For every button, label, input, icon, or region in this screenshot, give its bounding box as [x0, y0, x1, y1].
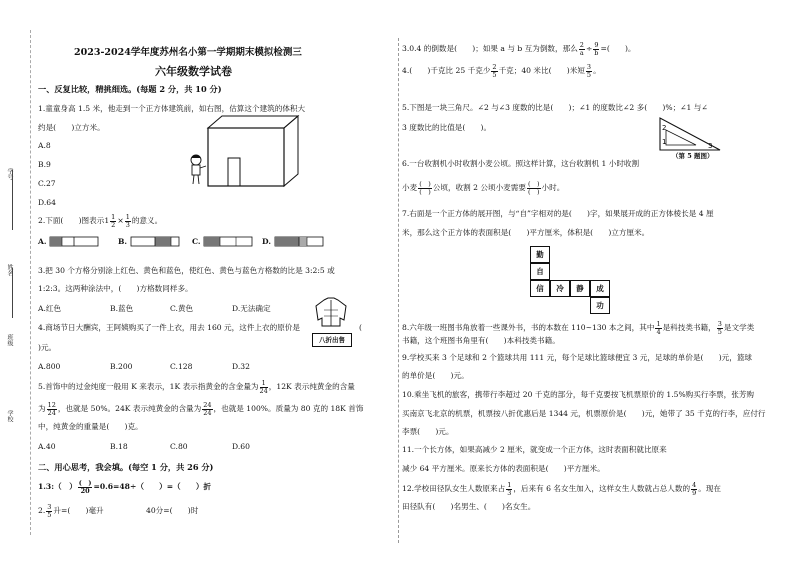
binding-label-class: 班级: [6, 334, 13, 346]
q5-option-a: A.40: [38, 442, 56, 451]
net-cell-qin: 勤: [530, 246, 550, 263]
s2-q3-fraction-2: [593, 42, 599, 56]
q5-f2-numerator: 12: [47, 401, 56, 409]
binding-label-student-id: 学号: [6, 168, 13, 180]
q2-frac2-denominator: 3: [125, 220, 130, 229]
cube-building-figure: [186, 112, 310, 188]
s2-q10-text-b: 买南京飞北京的机票，机票按八折优惠后是 1344 元，机票原价是( )元，她带了 35 千克的行李，应付行: [402, 409, 766, 418]
s2-q8-text-b: 书籍，这个班图书角里有( )本科技类书籍。: [402, 336, 560, 345]
q2-fraction: [110, 214, 116, 228]
s2-q6-text-b: [402, 181, 564, 195]
s2-q4-fraction-1: [491, 64, 497, 78]
q2-option-a-label: A.: [38, 237, 47, 246]
q4-text-a-end: (: [359, 323, 362, 332]
q5-f3-numerator: 24: [203, 401, 212, 409]
q2-option-c-label: C.: [192, 237, 201, 246]
q3-text-b: 1:2:3。这两种涂法中，( )方格数同样多。: [38, 284, 193, 293]
s2-q3-pre: 3.0.4 的倒数是( )；如果 a 与 b 互为倒数，那么: [402, 44, 578, 53]
q3-option-a: A.红色: [38, 304, 62, 313]
q5-text-b-pre: 为: [38, 404, 46, 413]
s2-q8-f1-denominator: 4: [656, 327, 661, 336]
q2-option-b-bar: [130, 236, 182, 248]
q1-option-b: B.9: [38, 160, 51, 169]
discount-tag: 八折出售: [312, 333, 352, 347]
s2-q2-f-denominator: 5: [47, 510, 52, 519]
q2-option-c-bar: [203, 236, 255, 248]
q3-option-d: D.无法确定: [232, 304, 271, 313]
q3-option-c: C.黄色: [170, 304, 194, 313]
s2-q3-f1-denominator: a: [579, 48, 584, 57]
section1-heading: 一、反复比较，精挑细选。(每题 2 分，共 10 分): [38, 84, 222, 94]
q5-f1-numerator: 1: [260, 380, 268, 388]
s2-q9-text-b: 的单价是( )元。: [402, 371, 469, 380]
q2-option-a: [38, 236, 101, 248]
s2-q3-fraction-1: [579, 42, 585, 56]
s2-q3-f1-numerator: 2: [579, 41, 584, 49]
section2-heading: 二、用心思考，我会填。(每空 1 分，共 26 分): [38, 462, 214, 472]
s2-q4-f2-denominator: 5: [586, 70, 592, 79]
s2-q3-f2-numerator: 9: [594, 41, 599, 49]
s2-q4-pre: 4.( )千克比 25 千克少: [402, 66, 491, 75]
binding-blank-1: [12, 170, 13, 230]
q2-frac2-numerator: 1: [125, 213, 130, 221]
q5-text-b-mid: ，也就是 50%。24K 表示纯黄金的含量为: [57, 404, 202, 413]
q2-frac-denominator: 2: [111, 220, 116, 229]
q4-option-c: C.128: [170, 362, 193, 371]
q2-option-d-label: D.: [262, 237, 271, 246]
q1-text-b: 约是( )立方米。: [38, 123, 105, 132]
q2-fraction-2: [125, 214, 131, 228]
s2-q12-f2-numerator: 4: [692, 481, 697, 489]
s2-q12-f1-denominator: 3: [507, 488, 512, 497]
s2-q8-fraction-2: [717, 321, 723, 335]
s2-q8-f2-numerator: 3: [717, 320, 722, 328]
q3-text-a: 3.把 30 个方格分别涂上红色、黄色和蓝色，使红色、黄色与蓝色方格数的比是 3:2:5 或: [38, 266, 335, 275]
s2-q4-f1-denominator: 5: [492, 70, 497, 79]
s2-q3-post: =( )。: [600, 44, 636, 53]
s2-q6-pre: 小麦: [402, 183, 418, 192]
s2-q12-mid: ，后来有 6 名女生加入，这样女生人数就占总人数的: [513, 484, 691, 493]
s2-q2-text-left: [38, 504, 104, 518]
s2-q3-mid: ÷: [585, 44, 593, 53]
q1-option-c: C.27: [38, 179, 56, 188]
q5-option-c: C.80: [170, 442, 188, 451]
q5-f3-denominator: 24: [203, 408, 212, 417]
q5-fraction-2: [47, 402, 57, 416]
q4-text-b: )元。: [38, 343, 57, 352]
s2-q12-fraction-1: [506, 482, 512, 496]
s2-q1-post: =0.6=48÷（ ）=（ ）折: [93, 482, 212, 491]
s2-q8-post: 是文学类: [723, 323, 755, 332]
angle-label-1: 1: [662, 138, 667, 146]
s2-q12-text-b: 田径队有( )名男生、( )名女生。: [402, 502, 536, 511]
paper-title: 六年级数学试卷: [155, 65, 232, 78]
q5-text-c: 中，纯黄金的重量是( )克。: [38, 422, 143, 431]
q5-text-a-pre: 5.首饰中的过金纯度一般用 K 来表示，1K 表示指黄金的含金量为: [38, 382, 259, 391]
s2-q4-text: [402, 64, 601, 78]
q2-text-post: 的意义。: [131, 216, 163, 225]
s2-q6-fraction-blank-2: [527, 181, 541, 195]
q4-option-a: A.800: [38, 362, 61, 371]
s2-q1-f-denominator: 20: [80, 486, 90, 495]
binding-blank-2: [12, 268, 13, 318]
s2-q4-f2-numerator: 3: [586, 63, 592, 71]
q2-option-c: [192, 236, 255, 248]
s2-q12-pre: 12.学校田径队女生人数原来占: [402, 484, 506, 493]
s2-q8-f1-numerator: 1: [656, 320, 661, 328]
binding-label-school: 学校: [6, 410, 13, 422]
q2-text: [38, 214, 162, 228]
s2-q8-fraction-1: [655, 321, 661, 335]
s2-q2-mid: 升=( )毫升: [53, 506, 104, 515]
s2-q5-text-b: 3 度数比的比值是( )。: [402, 123, 492, 132]
s2-q8-text-a: [402, 321, 754, 335]
jacket-figure: [312, 296, 350, 332]
s2-q4-mid: 千克；40 米比( )米短: [498, 66, 585, 75]
s2-q11-text-b: 减少 64 平方厘米。原来长方体的表面积是( )平方厘米。: [402, 464, 605, 473]
s2-q6-post: 小时。: [541, 183, 565, 192]
q2-option-a-bar: [49, 236, 101, 248]
q1-text-a: 1.童童身高 1.5 米，他走到一个正方体建筑前，如右图，估算这个建筑的体积大: [38, 104, 306, 113]
s2-q6-blank-numerator: ( ): [419, 180, 431, 188]
s2-q6-blank2-denominator: ( ): [527, 187, 540, 196]
net-cell-leng: 冷: [550, 280, 570, 297]
q2-option-b-label: B.: [118, 237, 128, 246]
s2-q4-f1-numerator: 2: [492, 63, 497, 71]
s2-q10-text-c: 李票( )元。: [402, 427, 454, 436]
net-cell-xin: 信: [530, 280, 550, 297]
q4-option-d: D.32: [232, 362, 250, 371]
s2-q12-post: 。现在: [698, 484, 721, 493]
q5-f1-denominator: 24: [259, 386, 268, 395]
q5-text-b-post: ，也就是 100%。质量为 80 克的 18K 首饰: [213, 404, 364, 413]
s2-q11-text-a: 11.一个长方体，如果高减少 2 厘米，就变成一个正方体，这时表面积就比原来: [402, 445, 667, 454]
angle-label-3: 3: [708, 142, 713, 150]
binding-label-name: 姓名: [6, 264, 13, 276]
q2-times: ×: [117, 216, 124, 225]
binding-line: [30, 30, 31, 535]
q2-text-pre: 2.下面( )图表示: [38, 216, 105, 225]
s2-q12-f1-numerator: 1: [507, 481, 512, 489]
s2-q12-f2-denominator: 9: [692, 488, 697, 497]
s2-q6-blank-denominator: ( ): [419, 187, 431, 196]
s2-q3-f2-denominator: b: [594, 48, 599, 57]
s2-q4-fraction-2: [586, 64, 592, 78]
s2-q1-fraction: [78, 480, 93, 494]
q5-option-d: D.60: [232, 442, 250, 451]
q3-option-b: B.蓝色: [110, 304, 134, 313]
s2-q7-text-b: 米，那么这个正方体的表面积是( )平方厘米，体积是( )立方厘米。: [402, 228, 650, 237]
s2-q5-text-a: 5.下图是一块三角尺。∠2 与∠3 度数的比是( )；∠1 的度数比∠2 多( )%；∠1 与∠: [402, 103, 708, 112]
q5-text-b: [38, 402, 363, 416]
q2-int: 1: [104, 216, 110, 225]
s2-q4-post: 。: [593, 66, 601, 75]
s2-q12-text-a: [402, 482, 721, 496]
net-cell-jing: 静: [570, 280, 590, 297]
s2-q6-mid: 公顷，收割 2 公顷小麦需要: [432, 183, 526, 192]
s2-q9-text-a: 9.学校买来 3 个足球和 2 个篮球共用 111 元，每个足球比篮球便宜 3 元，足球的单价是( )元，篮球: [402, 353, 753, 362]
s2-q7-text-a: 7.右面是一个正方体的展开图，与“自”字相对的是( )字，如果展开成的正方体棱长是 4 厘: [402, 209, 714, 218]
s2-q8-pre: 8.六年级一班图书角放着一些课外书，书的本数在 110~130 本之间，其中: [402, 323, 655, 332]
angle-label-2: 2: [662, 124, 667, 132]
figure-5-caption: （第 5 题图）: [672, 152, 714, 160]
q5-option-b: B.18: [110, 442, 128, 451]
s2-q12-fraction-2: [691, 482, 697, 496]
s2-q8-mid: 是科技类书籍，: [662, 323, 716, 332]
q2-option-d-bar: [274, 236, 326, 248]
s2-q2-fraction: [46, 504, 52, 518]
net-cell-cheng: 成: [590, 280, 610, 297]
q2-option-b: [118, 236, 182, 248]
s2-q1-f-numerator: ( ): [78, 479, 92, 487]
s2-q8-f2-denominator: 5: [717, 327, 722, 336]
q2-frac-numerator: 1: [111, 213, 116, 221]
school-title: 2023-2024学年度苏州名小第一学期期末模拟检测三: [74, 47, 302, 58]
q1-option-a: A.8: [38, 141, 51, 150]
s2-q3-text: [402, 42, 636, 56]
column-divider: [398, 38, 399, 543]
s2-q2-text-right: 40分=( )时: [146, 506, 199, 515]
s2-q2-pre: 2.: [38, 506, 46, 515]
s2-q2-f-numerator: 3: [47, 503, 52, 511]
s2-q6-blank2-numerator: ( ): [527, 180, 540, 188]
s2-q10-text-a: 10.乘坐飞机的旅客，携带行李超过 20 千克的部分，每千克要按飞机票原价的 1.5%购买行李票，张芳购: [402, 390, 755, 399]
s2-q6-text-a: 6.一台收割机小时收割小麦公顷。照这样计算，这台收割机 1 小时收割: [402, 159, 640, 168]
q5-f2-denominator: 24: [47, 408, 56, 417]
net-cell-gong: 功: [590, 297, 610, 314]
s2-q1-pre: 1.3:（ ）: [38, 482, 77, 491]
q1-option-d: D.64: [38, 198, 56, 207]
q4-text-a: 4.商场节日大酬宾，王阿姨购买了一件上衣，用去 160 元，这件上衣的原价是: [38, 323, 300, 332]
q5-fraction-1: [260, 380, 268, 394]
s2-q6-fraction-blank-1: [418, 181, 432, 195]
net-cell-zi: 自: [530, 263, 550, 280]
q4-option-b: B.200: [110, 362, 133, 371]
s2-q1-text: [38, 480, 211, 494]
q5-fraction-3: [202, 402, 212, 416]
q2-option-d: [262, 236, 326, 248]
q5-text-a: [38, 380, 355, 394]
q5-text-a-post: ，12K 表示纯黄金的含量: [268, 382, 355, 391]
